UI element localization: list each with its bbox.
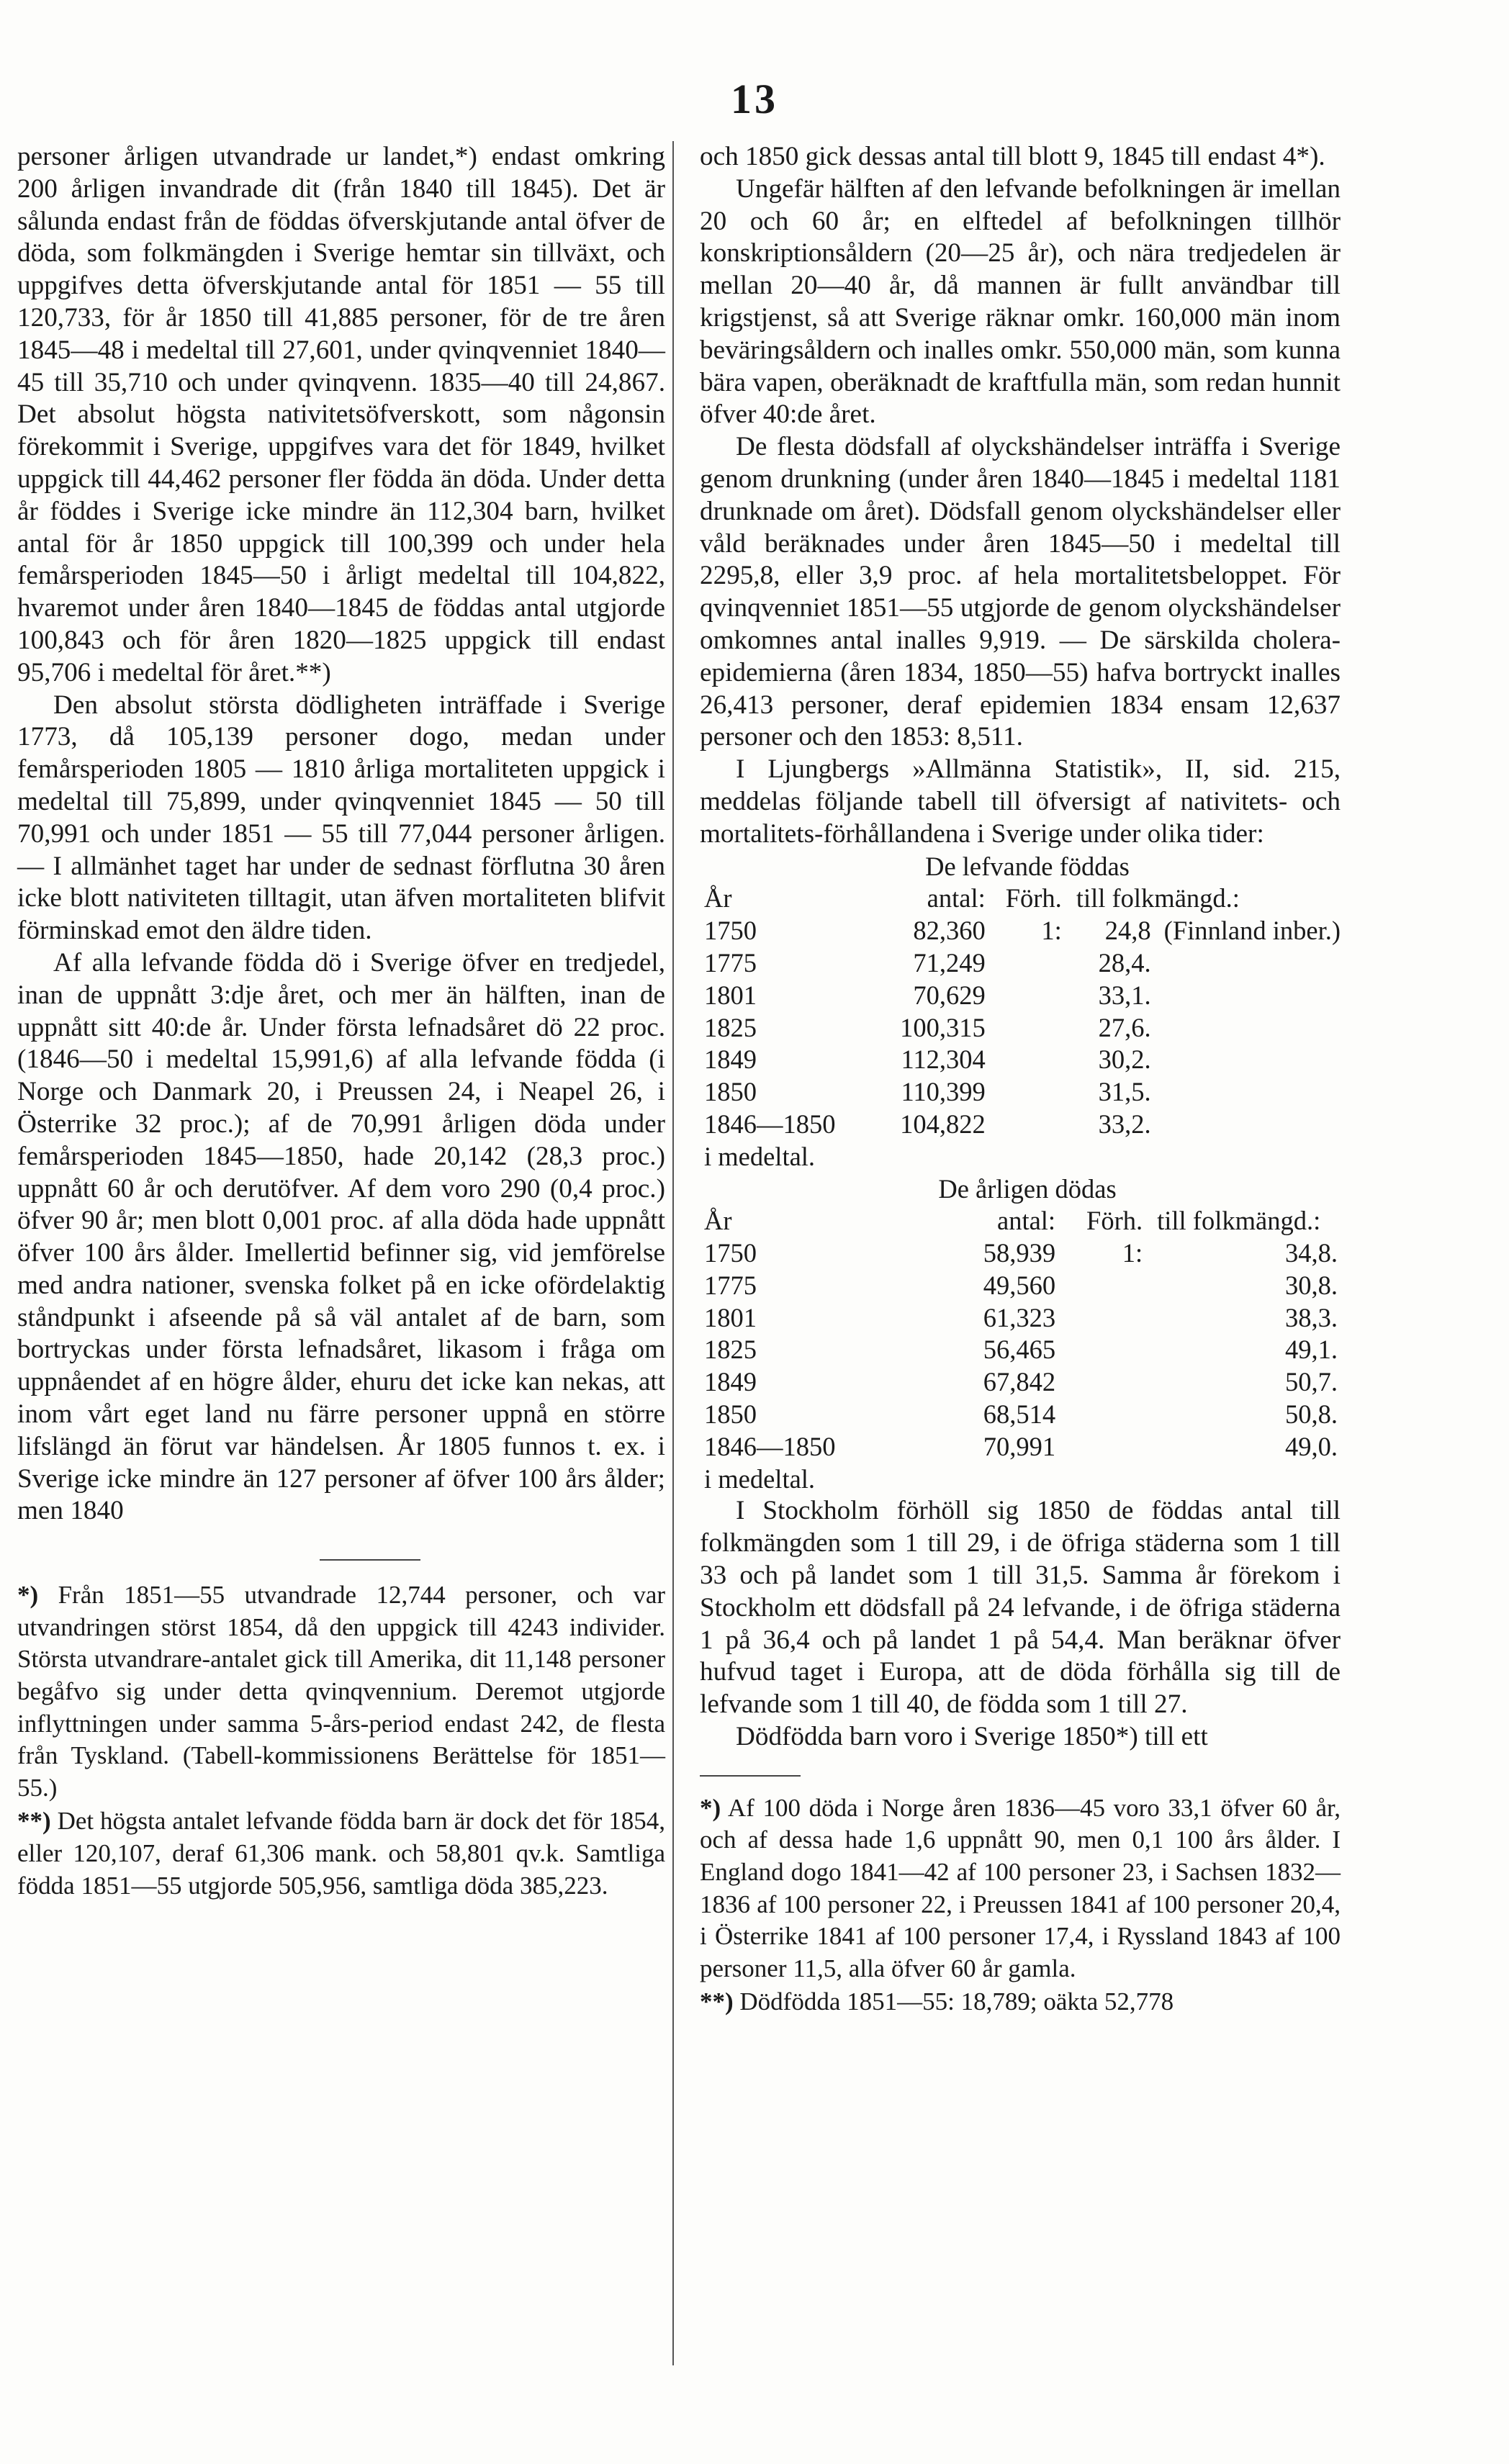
table-row xyxy=(700,915,1341,947)
cell-antal: 82,360 xyxy=(913,916,986,946)
cell-forh xyxy=(1000,1044,1066,1076)
cell-forh xyxy=(1070,1302,1147,1335)
cell-antal: 68,514 xyxy=(983,1399,1056,1430)
page-number: 13 xyxy=(731,76,778,122)
table-row xyxy=(700,1334,1341,1366)
paragraph: I Ljungbergs »Allmänna Statistik», II, sid. 215, meddelas följande tabell till öfversigt af nativitets- och mortalitets-förhållandena i Sverige under olika tider: xyxy=(700,754,1341,849)
cell-folkmangd: 38,3. xyxy=(1285,1302,1338,1332)
footnote-mark: *) xyxy=(17,1581,39,1610)
cell-forh xyxy=(1000,1109,1066,1141)
header-folkmangd: till folkmängd.: xyxy=(1157,1206,1321,1236)
paragraph: De flesta dödsfall af olyckshändelser inträffa i Sverige genom drunkning (under åren 1840—1845 i medeltal 1181 drunknade om året). Dödsfall genom olyckshändelser eller våld beräknades under åren 1845—50 i medeltal till 2295,8, eller 3,9 proc. af hela mortalitetsbeloppet. För qvinqvenniet 1851—55 utgjorde de genom olyckshändelser omkomnes antal inalles 9,919. — De särskilda cholera-epidemierna (åren 1834, 1850—55) hafva bortryckt inalles 26,413 personer, deraf epidemien 1834 ensam 12,637 personer och den 1853: 8,511. xyxy=(700,432,1341,752)
cell-year: 1750 xyxy=(704,1238,757,1268)
cell-forh: 1: xyxy=(1041,916,1062,946)
cell-forh xyxy=(1070,1366,1147,1399)
cell-folkmangd: 24,8 xyxy=(1104,916,1151,946)
deaths-medeltal: i medeltal. xyxy=(704,1463,816,1494)
table-row xyxy=(700,1270,1341,1302)
cell-folkmangd: 31,5. xyxy=(1098,1077,1151,1107)
header-forh: Förh. xyxy=(1005,883,1062,913)
deaths-table xyxy=(700,1173,1341,1496)
table-row xyxy=(700,980,1341,1012)
cell-antal: 112,304 xyxy=(901,1044,986,1075)
cell-forh: 1: xyxy=(1122,1238,1143,1268)
paragraph: Den absolut största dödligheten inträffade i Sverige 1773, då 105,139 personer dogo, medan under femårsperioden 1805 — 1810 årliga mortaliteten uppgick i medeltal till 75,899, under qvinqvenniet 1845 — 50 till 70,991 och under 1851 — 55 till 77,044 personer årligen. — I allmänhet taget har under de sednast förflutna 30 åren icke blott nativiteten tilltagit, utan äfven mortaliteten blifvit förminskad emot den äldre tiden. xyxy=(17,690,665,946)
footnote-separator xyxy=(700,1775,801,1777)
header-antal: antal: xyxy=(927,883,986,913)
cell-antal: 110,399 xyxy=(901,1077,986,1107)
footnote-mark: **) xyxy=(700,1987,734,2016)
footnote xyxy=(17,1579,665,1804)
footnote-separator xyxy=(320,1559,420,1561)
table-row xyxy=(700,1302,1341,1335)
cell-folkmangd: 30,2. xyxy=(1098,1044,1151,1075)
cell-folkmangd: 30,8. xyxy=(1285,1270,1338,1300)
cell-antal: 70,991 xyxy=(983,1431,1056,1461)
table-row xyxy=(700,1044,1341,1076)
table-row xyxy=(700,1012,1341,1044)
header-antal: antal: xyxy=(997,1206,1056,1236)
cell-forh xyxy=(1000,947,1066,980)
right-column xyxy=(700,141,1341,2020)
footnote xyxy=(700,1986,1341,2018)
table-row xyxy=(700,1366,1341,1399)
cell-forh xyxy=(1070,1270,1147,1302)
cell-forh xyxy=(1070,1431,1147,1463)
table-header-row xyxy=(700,883,1341,915)
table-row xyxy=(700,1399,1341,1431)
cell-year: 1750 xyxy=(704,916,757,946)
cell-note xyxy=(1154,1109,1341,1141)
footnote-text: Från 1851—55 utvandrade 12,744 personer, och var utvandringen störst 1854, då den uppgick till 4243 individer. Största utvandrare-antalet gick till Amerika, dit 11,148 personer begåfvo sig under detta qvinqvennium. Deremot utgjorde inflyttningen under samma 5-års-period endast 242, de flesta från Tyskland. (Tabell-kommissionens Berättelse för 1851—55.) xyxy=(17,1581,666,1802)
cell-year: 1846—1850 xyxy=(704,1431,836,1461)
column-divider xyxy=(672,141,674,2365)
cell-note xyxy=(1154,1044,1341,1076)
footnote xyxy=(17,1805,665,1902)
cell-antal: 71,249 xyxy=(913,947,986,978)
cell-note xyxy=(1154,1012,1341,1044)
cell-forh xyxy=(1070,1334,1147,1366)
cell-antal: 49,560 xyxy=(983,1270,1056,1300)
cell-antal: 100,315 xyxy=(900,1012,986,1042)
cell-folkmangd: 50,7. xyxy=(1285,1367,1338,1397)
cell-year: 1801 xyxy=(704,1302,757,1332)
footnote-mark: *) xyxy=(700,1793,721,1822)
footnote-text: Af 100 döda i Norge åren 1836—45 voro 33,1 öfver 60 år, och af dessa hade 1,6 uppnått 90, men 0,1 100 års ålder. I England dogo 1841—42 af 100 personer 23, i Sachsen 1832—1836 af 100 personer 22, i Preussen 1841 af 100 personer 20,4, i Österrike 1841 af 100 personer 17,4, i Ryssland 1843 af 100 personer 11,5, alla öfver 60 år gamla. xyxy=(700,1793,1341,1982)
footnote-mark: **) xyxy=(17,1807,51,1836)
cell-folkmangd: 49,1. xyxy=(1285,1335,1338,1365)
footnote xyxy=(700,1792,1341,1985)
paragraph: I Stockholm förhöll sig 1850 de föddas antal till folkmängden som 1 till 29, i de öfriga städerna som 1 till 33 och på landet som 1 till 31,5. Samma år förekom i Stockholm ett dödsfall på 24 lefvande, i de öfriga städerna 1 på 36,4 och på landet 1 på 54,4. Man beräknar öfver hufvud taget i Europa, att de döda förhålla sig till de lefvande som 1 till 40, de födda som 1 till 27. xyxy=(700,1496,1341,1720)
header-year: År xyxy=(704,883,732,913)
cell-year: 1849 xyxy=(704,1044,757,1075)
footnote-text: Det högsta antalet lefvande födda barn är dock det för 1854, eller 120,107, deraf 61,306 mank. och 58,801 qv.k. Samtliga födda 1851—55 utgjorde 505,956, samtliga döda 385,223. xyxy=(17,1807,665,1900)
paragraph: Ungefär hälften af den lefvande befolkningen är imellan 20 och 60 år; en elftedel af befolkningen tillhör konskriptionsåldern (20—25 år), och nära tredjedelen är mellan 20—40 år, då mannen är fullt användbar till krigstjenst, så att Sverige räknar omkr. 160,000 män inom beväringsåldern och inalles omkr. 550,000 män, som kunna bära vapen, oberäknadt de kraftfulla män, som redan hunnit öfver 40:de året. xyxy=(700,173,1341,430)
cell-note: (Finnland inber.) xyxy=(1163,916,1341,946)
cell-antal: 61,323 xyxy=(983,1302,1056,1332)
cell-folkmangd: 34,8. xyxy=(1285,1238,1338,1268)
cell-note xyxy=(1154,980,1341,1012)
cell-forh xyxy=(1000,980,1066,1012)
header-folkmangd: till folkmängd.: xyxy=(1076,883,1240,913)
table-row xyxy=(700,1237,1341,1270)
footnotes xyxy=(17,1579,665,1902)
cell-folkmangd: 33,2. xyxy=(1098,1109,1151,1139)
cell-year: 1825 xyxy=(704,1012,757,1042)
cell-year: 1775 xyxy=(704,947,757,978)
cell-year: 1775 xyxy=(704,1270,757,1300)
births-table-title: De lefvande föddas xyxy=(925,851,1130,881)
cell-folkmangd: 27,6. xyxy=(1098,1012,1151,1042)
cell-forh xyxy=(1070,1399,1147,1431)
table-row xyxy=(700,1109,1341,1141)
cell-folkmangd: 28,4. xyxy=(1098,947,1151,978)
table-row xyxy=(700,947,1341,980)
footnotes xyxy=(700,1792,1341,2018)
table-row xyxy=(700,1076,1341,1109)
cell-antal: 56,465 xyxy=(983,1335,1056,1365)
paragraph: Dödfödda barn voro i Sverige 1850*) till ett xyxy=(736,1722,1208,1752)
cell-antal: 104,822 xyxy=(900,1109,986,1139)
deaths-table-title: De årligen dödas xyxy=(938,1173,1117,1204)
cell-note xyxy=(1154,1076,1341,1109)
cell-year: 1846—1850 xyxy=(704,1109,836,1139)
births-table xyxy=(700,851,1341,1173)
paragraph: Af alla lefvande födda dö i Sverige öfver en tredjedel, inan de uppnått 3:dje året, och mer än hälften, inan de uppnått sitt 40:de år. Under första lefnadsåret dö 22 proc. (1846—50 i medeltal 15,991,6) af alla lefvande födda (i Norge och Danmark 20, i Preussen 24, i Neapel 26, i Österrike 32 proc.); af de 70,991 årligen döda under femårsperioden 1845—1850, hade 20,142 (28,3 proc.) uppnått 60 år och derutöfver. Af dem voro 290 (0,4 proc.) öfver 90 år; men blott 0,001 proc. af alla döda hade uppnått öfver 100 års ålder. Imellertid befinner sig, vid jemförelse med andra nationer, svenska folket på en icke ofördelaktig ståndpunkt i afseende på så väl antalet af de barn, som bortryckas under första lefnadsåret, likasom i fråga om uppnåendet af en högre ålder, ehuru det icke kan nekas, att inom vårt eget land nu färre personer uppnå en större lifslängd än förut var händelsen. År 1805 funnos t. ex. i Sverige icke mindre än 127 personer af öfver 100 års ålder; men 1840 xyxy=(17,947,665,1526)
cell-year: 1825 xyxy=(704,1335,757,1365)
births-medeltal: i medeltal. xyxy=(704,1141,816,1171)
cell-year: 1850 xyxy=(704,1077,757,1107)
cell-folkmangd: 50,8. xyxy=(1285,1399,1338,1430)
header-forh: Förh. xyxy=(1086,1206,1143,1236)
cell-note xyxy=(1154,947,1341,980)
cell-year: 1849 xyxy=(704,1367,757,1397)
table-row xyxy=(700,1431,1341,1463)
cell-folkmangd: 49,0. xyxy=(1285,1431,1338,1461)
cell-antal: 70,629 xyxy=(913,980,986,1010)
cell-antal: 58,939 xyxy=(983,1238,1056,1268)
left-column xyxy=(17,141,665,1903)
cell-year: 1850 xyxy=(704,1399,757,1430)
cell-antal: 67,842 xyxy=(983,1367,1056,1397)
paragraph: och 1850 gick dessas antal till blott 9, 1845 till endast 4*). xyxy=(700,142,1325,171)
paragraph: personer årligen utvandrade ur landet,*) endast omkring 200 årligen invandrade dit (från 1840 till 1845). Det är sålunda endast från de föddas öfverskjutande antal öfver de döda, som folkmängden i Sverige hemtar sin tillväxt, och uppgifves detta öfverskjutande antal för 1851 — 55 till 120,733, för år 1850 till 41,885 personer, för de tre åren 1845—48 i medeltal till 27,601, under qvinqvenniet 1840—45 till 35,710 och under qvinqvenn. 1835—40 till 24,867. Det absolut högsta nativitetsöfverskott, som någonsin förekommit i Sverige, uppgifves vara det för 1849, hvilket uppgick till 44,462 personer fler födda än döda. Under detta år föddes i Sverige icke mindre än 112,304 barn, hvilket antal för år 1850 uppgick till 100,399 och under hela femårsperioden 1845—50 i årligt medeltal till 104,822, hvaremot under åren 1840—1845 de föddas antal utgjorde 100,843 och för åren 1820—1825 uppgick till endast 95,706 i medeltal för året.**) xyxy=(17,142,665,687)
footnote-text: Dödfödda 1851—55: 18,789; oäkta 52,778 xyxy=(739,1987,1174,2016)
cell-forh xyxy=(1000,1076,1066,1109)
cell-year: 1801 xyxy=(704,980,757,1010)
table-header-row xyxy=(700,1205,1341,1237)
header-year: År xyxy=(704,1206,732,1236)
cell-forh xyxy=(1000,1012,1066,1044)
cell-folkmangd: 33,1. xyxy=(1098,980,1151,1010)
